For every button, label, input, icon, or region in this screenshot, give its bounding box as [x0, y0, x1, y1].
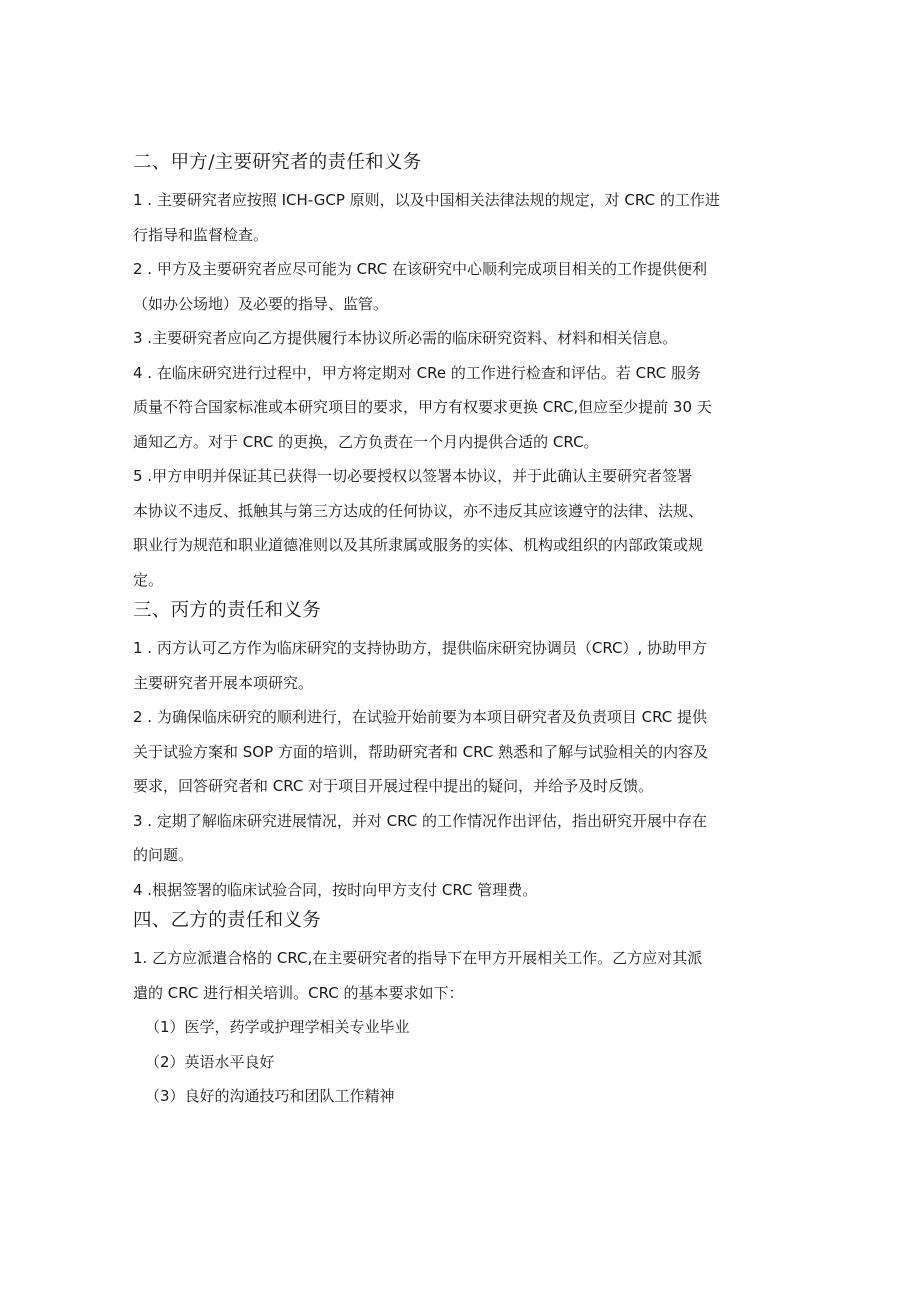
paragraph-line: 质量不符合国家标准或本研究项目的要求，甲方有权要求更换 CRC,但应至少提前 30 天 [133, 398, 712, 416]
paragraph-line: 定。 [133, 570, 164, 589]
paragraph [133, 874, 789, 907]
paragraph-line: 遣的 CRC 进行相关培训。CRC 的基本要求如下： [133, 983, 464, 1002]
paragraph [133, 184, 789, 251]
paragraph-line: 1 . 丙方认可乙方作为临床研究的支持协助方，提供临床研究协调员（CRC）, 协助甲方 [133, 639, 708, 657]
paragraph-line: （如办公场地）及必要的指导、监管。 [133, 294, 389, 313]
paragraph [133, 701, 789, 803]
paragraph-line: 关于试验方案和 SOP 方面的培训，帮助研究者和 CRC 熟悉和了解与试验相关的内容及 [133, 742, 709, 761]
paragraph-line: 主要研究者开展本项研究。 [133, 673, 314, 692]
paragraph-line: 2 . 甲方及主要研究者应尽可能为 CRC 在该研究中心顺利完成项目相关的工作提供便利 [133, 260, 708, 278]
requirement-item: （1）医学，药学或护理学相关专业毕业 [145, 1018, 410, 1036]
section-heading: 二、甲方/主要研究者的责任和义务 [133, 152, 422, 173]
paragraph-line: 2 . 为确保临床研究的顺利进行，在试验开始前要为本项目研究者及负责项目 CRC 提供 [133, 708, 708, 726]
paragraph-line: 行指导和监督检查。 [133, 225, 269, 244]
paragraph [133, 632, 789, 699]
paragraph-line: 1 . 主要研究者应按照 ICH-GCP 原则，以及中国相关法律法规的规定，对 CRC 的工作进 [133, 191, 720, 209]
paragraph [133, 253, 789, 320]
requirement-list [133, 1011, 789, 1113]
paragraph-line: 本协议不违反、抵触其与第三方达成的任何协议，亦不违反其应该遵守的法律、法规、 [133, 501, 704, 520]
requirement-item: （2）英语水平良好 [145, 1052, 275, 1071]
paragraph-line: 要求，回答研究者和 CRC 对于项目开展过程中提出的疑问，并给予及时反馈。 [133, 777, 654, 795]
section-heading: 三、丙方的责任和义务 [133, 600, 322, 621]
paragraph [133, 357, 789, 459]
paragraph-line: 4 . 在临床研究进行过程中，甲方将定期对 CRe 的工作进行检查和评估。若 CRC 服务 [133, 363, 701, 382]
requirement-item: （3）良好的沟通技巧和团队工作精神 [145, 1087, 395, 1105]
document-body [133, 150, 789, 1115]
paragraph-line: 的问题。 [133, 846, 194, 864]
paragraph [133, 942, 789, 1009]
paragraph-line: 3 .主要研究者应向乙方提供履行本协议所必需的临床研究资料、材料和相关信息。 [133, 329, 678, 347]
paragraph-line: 5 .甲方申明并保证其已获得一切必要授权以签署本协议，并于此确认主要研究者签署 [133, 467, 693, 485]
paragraph-line: 1. 乙方应派遣合格的 CRC,在主要研究者的指导下在甲方开展相关工作。乙方应对其派 [133, 949, 703, 967]
paragraph-line: 3 . 定期了解临床研究进展情况，并对 CRC 的工作情况作出评估，指出研究开展中存在 [133, 811, 708, 830]
paragraph [133, 460, 789, 596]
section-party-c [133, 598, 789, 906]
section-party-b [133, 908, 789, 1113]
paragraph [133, 805, 789, 872]
paragraph-line: 职业行为规范和职业道德准则以及其所隶属或服务的实体、机构或组织的内部政策或规 [133, 536, 704, 554]
section-heading: 四、乙方的责任和义务 [133, 910, 322, 931]
paragraph-line: 通知乙方。对于 CRC 的更换，乙方负责在一个月内提供合适的 CRC。 [133, 432, 599, 451]
section-party-a [133, 150, 789, 596]
paragraph-line: 4 .根据签署的临床试验合同，按时向甲方支付 CRC 管理费。 [133, 880, 538, 899]
paragraph [133, 322, 789, 355]
